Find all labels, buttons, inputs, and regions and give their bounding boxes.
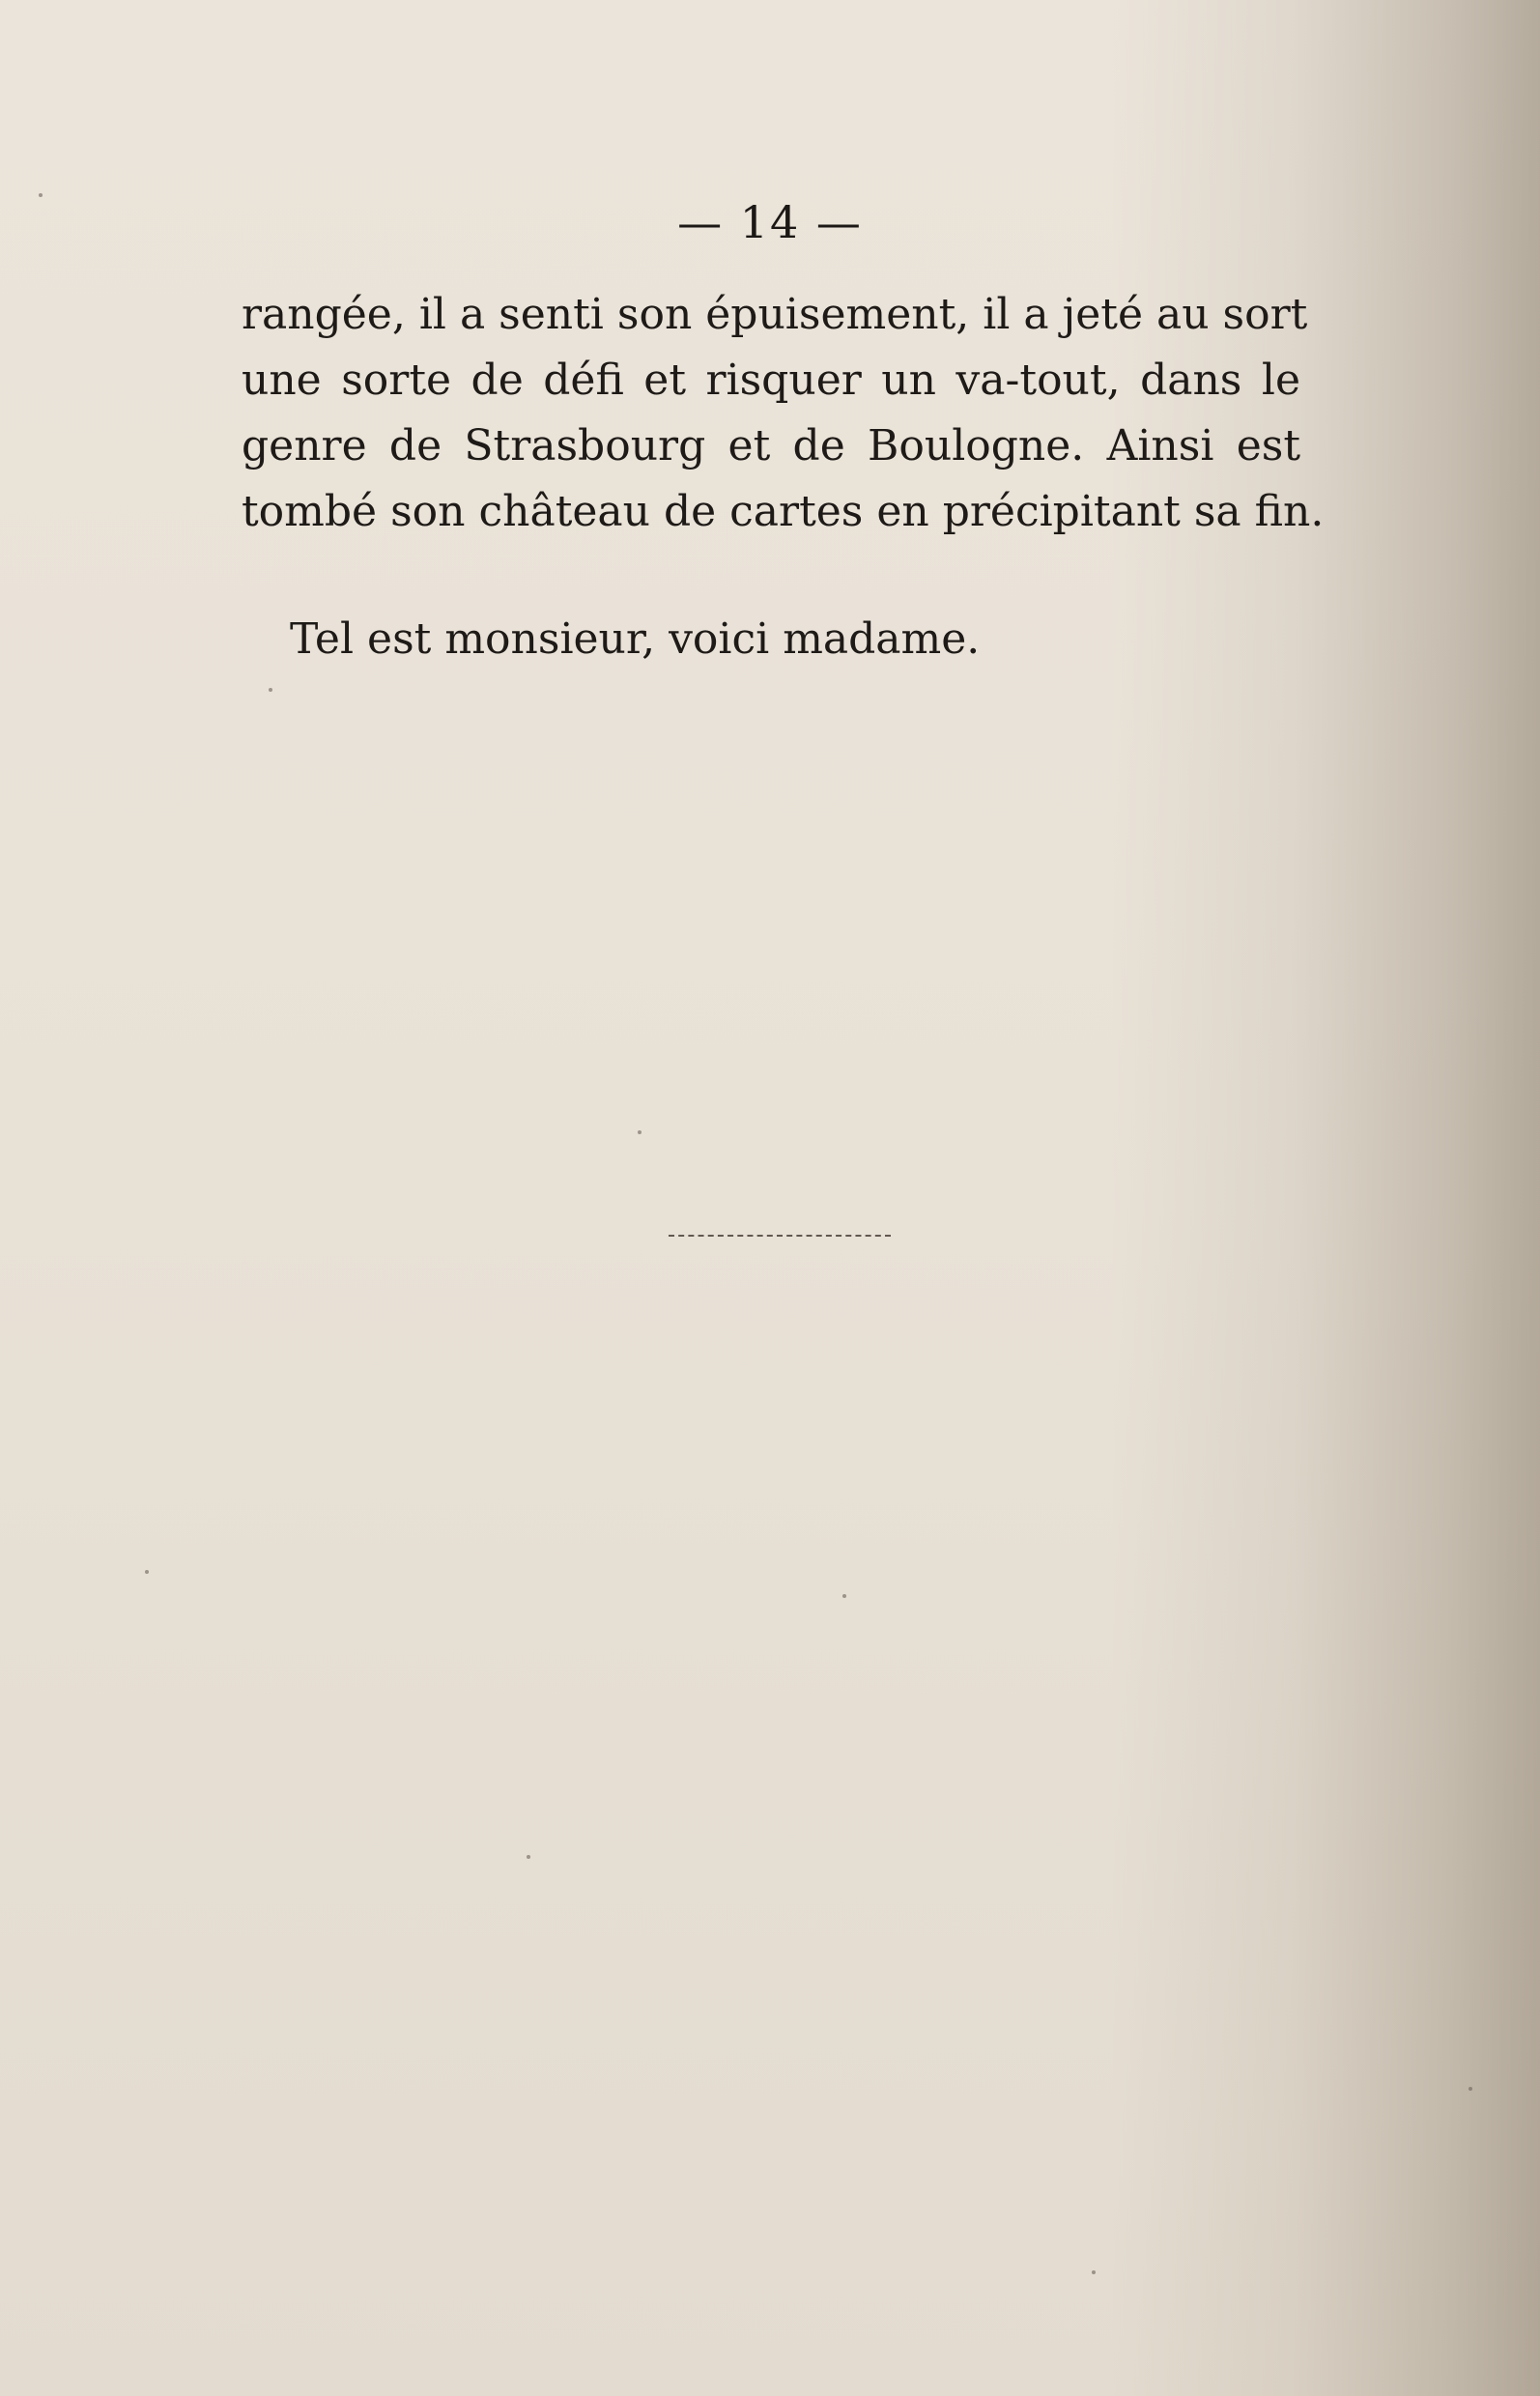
paper-speck [842, 1594, 846, 1598]
paragraph-line: une sorte de défi et risquer un va-tout, dans le [242, 356, 1300, 405]
paragraph [242, 282, 1325, 545]
paper-speck [527, 1855, 530, 1859]
paper-speck [638, 1130, 642, 1134]
section-end-rule [669, 1235, 891, 1237]
paper-speck [1092, 2270, 1096, 2274]
paper-speck [39, 193, 43, 197]
page-number: — 14 — [677, 196, 863, 248]
paragraph-line: tombé son château de cartes en précipitant sa fin. [242, 487, 1325, 536]
paper-speck [145, 1570, 149, 1574]
paper-speck [269, 688, 272, 692]
paragraph-line: genre de Strasbourg et de Boulogne. Ainsi est [242, 421, 1300, 471]
paragraph-line: rangée, il a senti son épuisement, il a jeté au sort [242, 290, 1308, 339]
closing-line: Tel est monsieur, voici madame. [290, 614, 981, 664]
paper-speck [1469, 2087, 1472, 2091]
